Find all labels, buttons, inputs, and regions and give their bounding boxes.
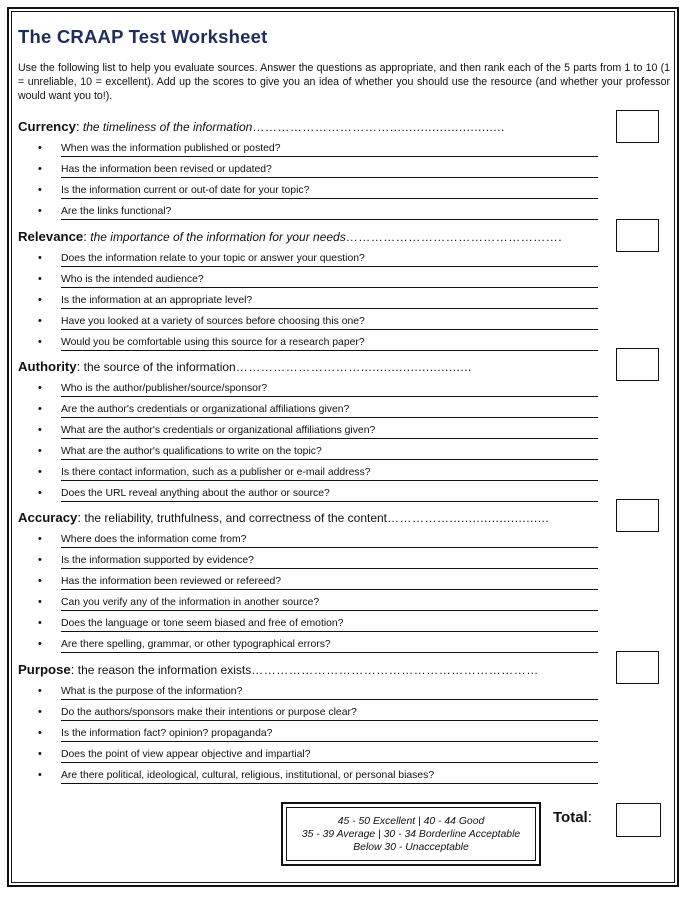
total-label: Total: <box>553 809 592 826</box>
bullet-icon: • <box>38 466 42 478</box>
question-text: Is there contact information, such as a publisher or e-mail address? <box>61 467 371 478</box>
question-text: Is the information at an appropriate level? <box>61 295 253 306</box>
question-row <box>18 639 598 653</box>
section-colon: : <box>76 359 81 374</box>
section-colon: : <box>77 510 82 525</box>
question-row <box>18 707 598 721</box>
question-row <box>18 316 598 330</box>
bullet-icon: • <box>38 554 42 566</box>
question-text: Can you verify any of the information in another source? <box>61 597 320 608</box>
question-row <box>18 686 598 700</box>
question-row <box>18 597 598 611</box>
section-leader-dots: …………….......................... <box>387 511 550 525</box>
answer-line[interactable] <box>61 699 598 700</box>
bullet-icon: • <box>38 487 42 499</box>
bullet-icon: • <box>38 294 42 306</box>
answer-line[interactable] <box>61 652 598 653</box>
bullet-icon: • <box>38 163 42 175</box>
answer-line[interactable] <box>61 501 598 502</box>
question-text: Is the information current or out-of date for your topic? <box>61 185 310 196</box>
question-row <box>18 728 598 742</box>
question-row <box>18 274 598 288</box>
bullet-icon: • <box>38 638 42 650</box>
question-text: Is the information fact? opinion? propaganda? <box>61 728 273 739</box>
answer-line[interactable] <box>61 396 598 397</box>
question-text: Does the information relate to your topic or answer your question? <box>61 253 365 264</box>
question-row <box>18 185 598 199</box>
section-colon: : <box>83 229 87 244</box>
section-heading <box>18 229 608 244</box>
bullet-icon: • <box>38 403 42 415</box>
question-text: Has the information been revised or updated? <box>61 164 272 175</box>
section-description: the reliability, truthfulness, and correctness of the content <box>81 511 388 525</box>
question-text: Does the point of view appear objective and impartial? <box>61 749 311 760</box>
bullet-icon: • <box>38 596 42 608</box>
answer-line[interactable] <box>61 350 598 351</box>
question-row <box>18 488 598 502</box>
score-box-authority[interactable] <box>616 348 659 381</box>
score-box-purpose[interactable] <box>616 651 659 684</box>
page-title: The CRAAP Test Worksheet <box>18 26 268 47</box>
bullet-icon: • <box>38 575 42 587</box>
total-score-box[interactable] <box>616 803 661 837</box>
answer-line[interactable] <box>61 438 598 439</box>
section-name: Authority <box>18 359 77 374</box>
section-leader-dots: ……………………………………………. <box>345 230 563 244</box>
bullet-icon: • <box>38 142 42 154</box>
question-row <box>18 206 598 220</box>
score-box-relevance[interactable] <box>616 219 659 252</box>
answer-line[interactable] <box>61 417 598 418</box>
question-row <box>18 446 598 460</box>
bullet-icon: • <box>38 685 42 697</box>
section-heading <box>18 119 608 134</box>
question-text: Are the links functional? <box>61 206 172 217</box>
answer-line[interactable] <box>61 783 598 784</box>
question-text: Who is the intended audience? <box>61 274 204 285</box>
question-row <box>18 770 598 784</box>
question-row <box>18 404 598 418</box>
answer-line[interactable] <box>61 589 598 590</box>
answer-line[interactable] <box>61 308 598 309</box>
bullet-icon: • <box>38 273 42 285</box>
answer-line[interactable] <box>61 219 598 220</box>
answer-line[interactable] <box>61 610 598 611</box>
answer-line[interactable] <box>61 720 598 721</box>
question-row <box>18 576 598 590</box>
question-text: What are the author's qualifications to write on the topic? <box>61 446 322 457</box>
bullet-icon: • <box>38 748 42 760</box>
bullet-icon: • <box>38 533 42 545</box>
question-text: Are there political, ideological, cultural, religious, institutional, or personal biases? <box>61 770 435 781</box>
answer-line[interactable] <box>61 547 598 548</box>
section-leader-dots: …………………………………………………………… <box>251 663 539 677</box>
scale-line-2: 35 - 39 Average | 30 - 34 Borderline Acceptable <box>301 828 521 840</box>
section-colon: : <box>70 662 75 677</box>
answer-line[interactable] <box>61 156 598 157</box>
bullet-icon: • <box>38 184 42 196</box>
score-box-accuracy[interactable] <box>616 499 659 532</box>
answer-line[interactable] <box>61 762 598 763</box>
section-heading <box>18 510 608 525</box>
bullet-icon: • <box>38 382 42 394</box>
bullet-icon: • <box>38 617 42 629</box>
bullet-icon: • <box>38 727 42 739</box>
answer-line[interactable] <box>61 631 598 632</box>
question-text: When was the information published or posted? <box>61 143 281 154</box>
question-text: Does the URL reveal anything about the author or source? <box>61 488 330 499</box>
scale-line-3: Below 30 - Unacceptable <box>353 841 469 853</box>
answer-line[interactable] <box>61 266 598 267</box>
question-row <box>18 555 598 569</box>
section-name: Purpose <box>18 662 71 677</box>
question-text: Is the information supported by evidence? <box>61 555 254 566</box>
question-row <box>18 534 598 548</box>
question-row <box>18 253 598 267</box>
section-leader-dots: …………………………….............................. <box>252 120 505 134</box>
answer-line[interactable] <box>61 198 598 199</box>
section-name: Currency <box>18 119 76 134</box>
question-text: Do the authors/sponsors make their intentions or purpose clear? <box>61 707 357 718</box>
bullet-icon: • <box>38 336 42 348</box>
instructions-paragraph: Use the following list to help you evaluate sources. Answer the questions as appropriate, and then rank each of the 5 parts from 1 to 10 (1 = unreliable, 10 = excellent). Add up the scores to give you an idea of whether you should use the resource (and whether your professor would want you to!). <box>18 62 670 102</box>
question-text: Where does the information come from? <box>61 534 247 545</box>
section-heading <box>18 662 608 677</box>
question-row <box>18 295 598 309</box>
question-row <box>18 618 598 632</box>
bullet-icon: • <box>38 205 42 217</box>
question-text: Who is the author/publisher/source/sponsor? <box>61 383 268 394</box>
section-description: the importance of the information for your needs <box>86 230 346 244</box>
bullet-icon: • <box>38 424 42 436</box>
question-row <box>18 467 598 481</box>
answer-line[interactable] <box>61 741 598 742</box>
section-description: the source of the information <box>80 360 236 374</box>
question-row <box>18 164 598 178</box>
question-row <box>18 749 598 763</box>
question-row <box>18 143 598 157</box>
scoring-scale-box <box>281 802 541 866</box>
score-box-currency[interactable] <box>616 110 659 143</box>
section-description: the timeliness of the information <box>79 120 253 134</box>
question-text: Are the author's credentials or organizational affiliations given? <box>61 404 350 415</box>
section-leader-dots: …………………………............................. <box>235 360 472 374</box>
section-name: Accuracy <box>18 510 78 525</box>
answer-line[interactable] <box>61 480 598 481</box>
question-text: Are there spelling, grammar, or other typographical errors? <box>61 639 331 650</box>
answer-line[interactable] <box>61 459 598 460</box>
bullet-icon: • <box>38 315 42 327</box>
section-description: the reason the information exists <box>74 663 252 677</box>
question-row <box>18 383 598 397</box>
question-text: Has the information been reviewed or refereed? <box>61 576 282 587</box>
question-row <box>18 337 598 351</box>
question-text: Does the language or tone seem biased and free of emotion? <box>61 618 344 629</box>
scoring-scale-inner <box>286 807 536 861</box>
question-text: Have you looked at a variety of sources before choosing this one? <box>61 316 365 327</box>
scale-line-1: 45 - 50 Excellent | 40 - 44 Good <box>337 815 485 827</box>
bullet-icon: • <box>38 445 42 457</box>
bullet-icon: • <box>38 706 42 718</box>
question-text: What are the author's credentials or organizational affiliations given? <box>61 425 376 436</box>
bullet-icon: • <box>38 769 42 781</box>
answer-line[interactable] <box>61 329 598 330</box>
question-text: What is the purpose of the information? <box>61 686 243 697</box>
answer-line[interactable] <box>61 568 598 569</box>
question-text: Would you be comfortable using this source for a research paper? <box>61 337 365 348</box>
answer-line[interactable] <box>61 287 598 288</box>
bullet-icon: • <box>38 252 42 264</box>
answer-line[interactable] <box>61 177 598 178</box>
question-row <box>18 425 598 439</box>
section-colon: : <box>75 119 80 134</box>
section-name: Relevance <box>18 229 84 244</box>
section-heading <box>18 359 608 374</box>
